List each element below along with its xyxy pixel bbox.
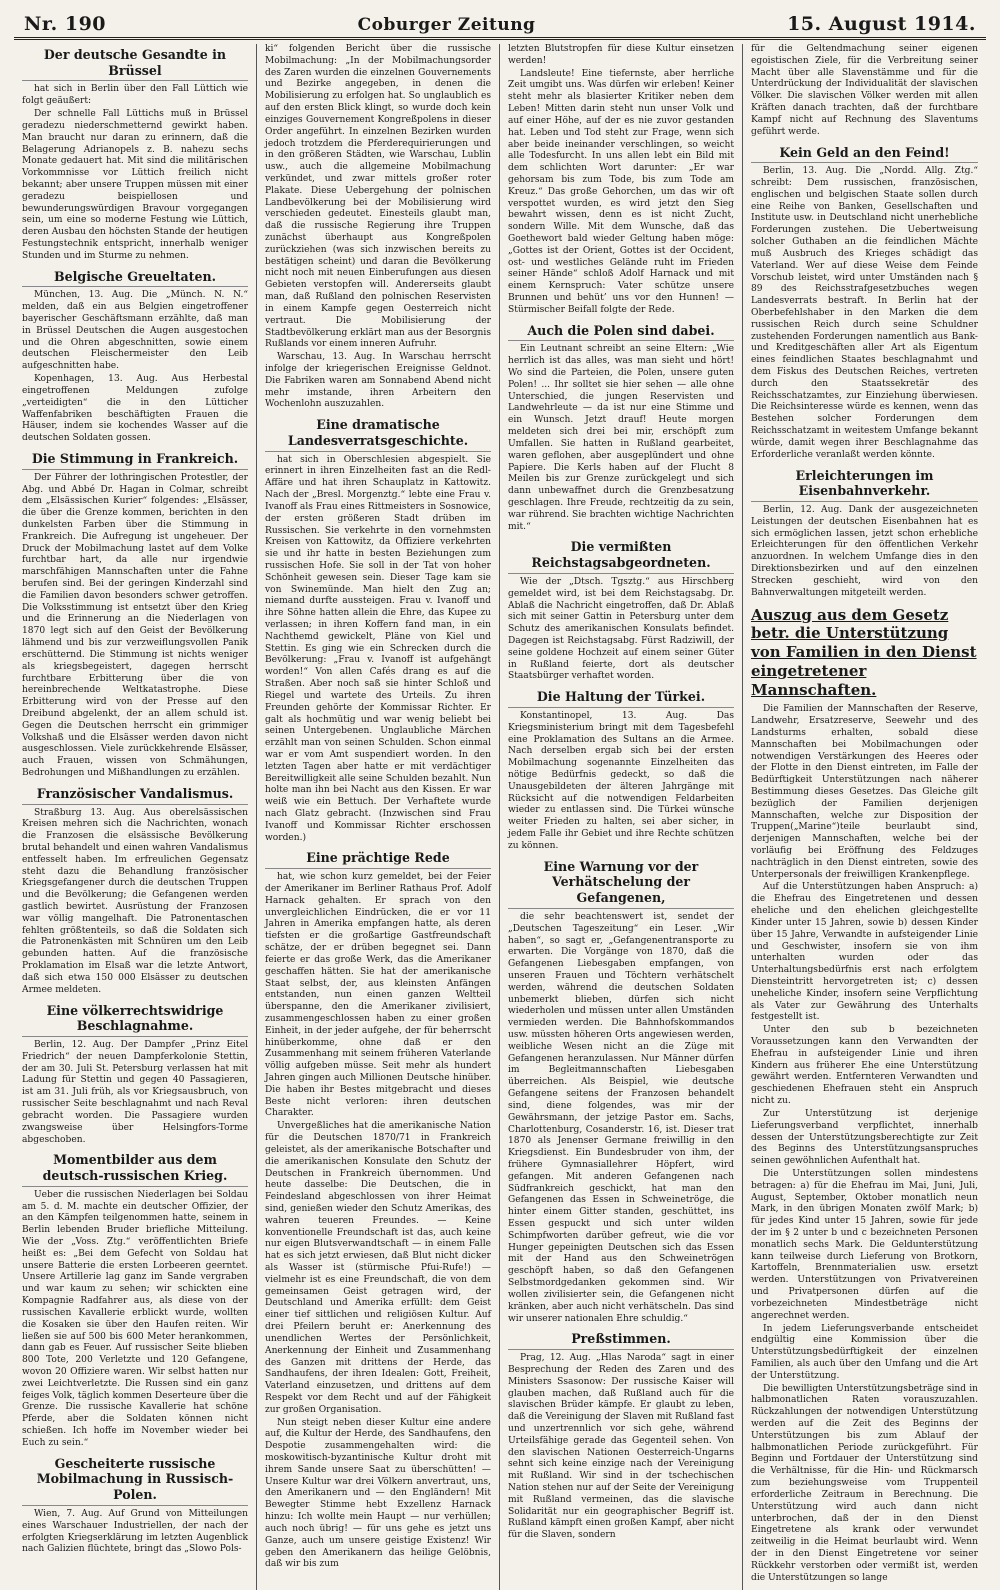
article-a3	[22, 451, 248, 780]
article-body	[508, 44, 734, 317]
paper-name: Coburger Zeitung	[357, 15, 536, 35]
article-body	[22, 84, 248, 262]
article-body	[751, 505, 978, 600]
issue-number: Nr. 190	[24, 13, 107, 35]
article-body	[508, 711, 734, 853]
article-paragraph: Berlin, 12. Aug. Dank der ausgezeichneten Leistungen der deutschen Eisenbahnen hat es sich ermöglichen lassen, jetzt schon erhebliche Erleichterungen für den öffentlichen Verkehr anzuordnen. In welchem Umfange dies in den Direktionsbezirken und auf den einzelnen Strecken geschieht, wird von den Bahnverwaltungen mitgeteilt werden.	[751, 505, 978, 598]
article-paragraph: Die bewilligten Unterstützungsbeträge sind in halbmonatlichen Raten vorauszuzahlen. Rückzahlungen der notwendigen Unterstützung werden auf die Zeit des Beginns der Unterstützungen bis zum Ablauf der halbmonatlichen Periode zurückgeführt. Für Beginn und Fortdauer der Unterstützung sind die Verhältnisse, für die Hin- und Rückmarsch zum beziehungsweise vom Truppenteil erforderliche Zeitraum in Berechnung. Die Unterstützung wird auch dann nicht unterbrochen, daß der in den Dienst Eingetretene als krank oder verwundet zeitweilig in die Heimat beurlaubt wird. Wenn der in den Dienst Eingetretene vor seiner Rückkehr verstorben oder vermißt ist, werden die Unterstützungen so lange	[751, 1383, 978, 1583]
article-a10	[508, 323, 734, 534]
article-paragraph: Berlin, 12. Aug. Der Dampfer „Prinz Eitel Friedrich“ der neuen Dampferkolonie Stettin, der am 30. Juli St. Petersburg verlassen hat mit Ladung für Stettin und gegen 40 Passagieren, ist am 31. Juli früh, als vor Kriegsausbruch, von russischer Seite beschlagnahmt und nach Reval gebracht worden. Die Passagiere wurden zwangsweise über Helsingfors-Torme abgeschoben.	[22, 1040, 248, 1145]
article-headline: Der deutsche Gesandte in Brüssel	[22, 47, 248, 81]
article-headline: Die Haltung der Türkei.	[508, 689, 734, 708]
column-3	[500, 44, 743, 1590]
article-headline: Die vermißten Reichstagsabgeordneten.	[508, 539, 734, 573]
article-a15	[751, 145, 978, 462]
article-paragraph: Unter den sub b bezeichneten Voraussetzungen kann den Verwandten der Ehefrau in aufsteigender Linie und ihren Kindern aus früherer Ehe eine Unterstützung gewährt werden. Entfernteren Verwandten und geschiedenen Ehefrauen steht ein Anspruch nicht zu.	[751, 1025, 978, 1107]
article-paragraph: hat sich in Oberschlesien abgespielt. Sie erinnert in ihren Einzelheiten fast an die Redl-Affäre und hat ihren Schauplatz in Kattowitz. Nach der „Bresl. Morgenztg.“ lebte eine Frau v. Ivanoff als Frau eines Rittmeisters in Sosnowice, der ersten größeren Stadt drüben im Russischen. Sie verkehrte in den vornehmsten Kreisen von Kattowitz, da Offiziere verkehrten sie und ihr hatte in besten Beziehungen zum russischen Hofe. Sie soll in der Tat von hoher Schönheit gewesen sein. Dieser Tage kam sie von Swinemünde. Man hielt den Zug an; niemand durfte aussteigen. Frau v. Ivanoff und ihre Söhne hatten allein die Ehre, das Kupee zu verlassen; in ihren Koffern fand man, in ein Nachthemd gewickelt, Pläne von Kiel und Stettin. Es ging wie ein Schrecken durch die Bevölkerung: „Frau v. Ivanoff ist aufgehängt worden!“ Von allen Cafés drang es auf die Straßen. Aber noch saß sie hinter Schloß und Riegel und wartete des Urteils. Zu ihren Freunden gehörte der Kommissar Richter. Er galt als hochmütig und war wenig beliebt bei seinen Untergebenen. Unglaubliche Märchen erzählt man von seinen Schulden. Schon einmal war er vom Amt suspendiert worden. In den letzten Tagen aber hatte er mit verdächtiger Bereitwilligkeit alle seine Schulden bezahlt. Nun holte man ihn bei Nacht aus den Kissen. Er war weiß wie ein Bettuch. Der Verhaftete wurde nach Glatz gebracht. (Inzwischen sind Frau Ivanoff und Kommissar Richter erschossen worden.)	[265, 454, 491, 843]
article-body	[22, 808, 248, 997]
article-paragraph: Konstantinopel, 13. Aug. Das Kriegsministerium bringt mit dem Tagesbefehl eine Proklamation des Sultans an die Armee. Nach derselben ergab sich bei der ersten Mobilmachung sogenannte Einzelheiten das nötige Bedürfnis gedeckt, so daß die Unausgebildeten der älteren Jahrgänge mit Rücksicht auf die notwendigen Feldarbeiten wieder zu entlassen sind. Die Türkei wünsche weiter Frieden zu halten, sei aber sicher, in jedem Falle ihr Gebiet und ihre Rechte schützen zu können.	[508, 710, 734, 851]
article-a1	[22, 47, 248, 263]
article-a16	[751, 468, 978, 600]
article-paragraph: Zur Unterstützung ist derjenige Lieferungsverband verpflichtet, innerhalb dessen der Unterstützungsberechtigte zur Zeit des Beginns des Unterstützungsanspruches seinen gewöhnlichen Aufenthalt hat.	[751, 1108, 978, 1167]
columns	[14, 44, 986, 1583]
article-body	[265, 44, 491, 411]
article-body	[508, 344, 734, 533]
column-1	[14, 44, 257, 1590]
article-paragraph: Die Familien der Mannschaften der Reserve, Landwehr, Ersatzreserve, Seewehr und des Landsturms erhalten, sobald diese Mannschaften bei Mobilmachungen oder notwendigen Verstärkungen des Heeres oder der Flotte in den Dienst eintreten, im Falle der Bedürftigkeit Unterstützungen nach näherer Bestimmung dieses Gesetzes. Das Gleiche gilt bezüglich der Familien derjenigen Mannschaften, welche zur Disposition der Truppen(„Marine“)teile beurlaubt sind, derjenigen Mannschaften, welche bei der vorläufig bei Eröffnung des Feldzuges nachträglich in den Dienst eintreten, sowie des Unterpersonals der freiwilligen Krankenpflege.	[751, 704, 978, 880]
article-paragraph: Warschau, 13. Aug. In Warschau herrscht infolge der kriegerischen Ereignisse Geldnot. Die Fabriken waren am Sonnabend Abend nicht mehr imstande, ihren Arbeitern den Wochenlohn auszuzahlen.	[265, 352, 491, 410]
article-paragraph: letzten Blutstropfen für diese Kultur einsetzen werden!	[508, 44, 734, 66]
masthead	[14, 6, 986, 40]
article-paragraph: In jedem Lieferungsverbande entscheidet endgültig eine Kommission über die Unterstützungsbedürftigkeit der einzelnen Familien, als auch über den Umfang und die Art der Unterstützung.	[751, 1323, 978, 1381]
article-paragraph: hat, wie schon kurz gemeldet, bei der Feier der Amerikaner im Berliner Rathaus Prof. Adolf Harnack gehalten. Er sprach von den unvergleichlichen Eindrücken, die er vor 11 Jahren in Amerika empfangen hatte, als deren tiefsten er die großartige Gastfreundschaft schätze, der er drüben begegnet sei. Dann feierte er das große Werk, das die Amerikaner geschaffen hätten. Sie hat der amerikanische Staat selbst, der, aus kleinsten Anfängen entstanden, nun einen ganzen Weltteil überspanne, den die Amerikaner zivilisiert, zusammengeschlossen haben zu einer großen Einheit, in der jeder aufgehe, der für beherrscht hinüberkomme, ohne daß er den Zusammenhang mit seinem früheren Vaterlande völlig aufgeben müsse. Seit mehr als hundert Jahren gingen auch Millionen Deutsche hinüber. Die haben ihr Bestes mitgebracht und dieses Beste nicht verloren: ihren deutschen Charakter.	[265, 872, 491, 1119]
article-a7b	[265, 44, 491, 411]
article-body	[22, 1190, 248, 1450]
article-body	[508, 1353, 734, 1542]
article-a5	[22, 1003, 248, 1147]
article-a14b	[751, 44, 978, 139]
article-paragraph: Der schnelle Fall Lüttichs muß in Brüssel geradezu niederschmetternd gewirkt haben. Man braucht nur daran zu erinnern, daß die Belagerung Adrianopels z. B. nahezu sechs Monate gedauert hat. Mit sind die militärischen Vorkommnisse vor Lüttich freilich nicht bekannt; aber unsere Truppen müssen mit einer geradezu beispiellosen und bewunderungswürdigen Bravour vorgegangen sein, um eine so moderne Festung wie Lüttich, deren Ausbau den höchsten Stande der heutigen Festungstechnik entspricht, innerhalb weniger Stunden und im Sturme zu nehmen.	[22, 109, 248, 261]
article-paragraph: Prag, 12. Aug. „Hlas Naroda“ sagt in einer Besprechung der Reden des Zaren und des Ministers Ssasonow: Der russische Kaiser will glauben machen, daß Rußland auch für die slavischen Brüder kämpfe. Er glaubt zu leben, daß die Vereinigung der Slaven mit Rußland fast und unzertrennlich vor sich gehe, während Urteilsfähige gerade das Gegenteil sehen. Von den slavischen Nationen Oesterreich-Ungarns sehnt sich keine einzige nach der Vereinigung mit Rußland. Wir sind in der tschechischen Nation stehen nur auf der Seite der Vereinigung mit Rußland vermeinen, das die slavische Solidarität nur ein geographischer Begriff ist. Rußland kämpft einen großen Kampf, aber nicht für die Slaven, sondern	[508, 1353, 734, 1541]
article-body	[508, 577, 734, 683]
article-body	[751, 166, 978, 461]
article-headline: Momentbilder aus dem deutsch-russischen Krieg.	[22, 1152, 248, 1186]
article-paragraph: Landsleute! Eine tiefernste, aber herrliche Zeit umgibt uns. Was dürfen wir erleben! Keiner steht mehr als blasierter Kritiker neben dem Leben! Mitten darin steht nun unser Volk und auf einer Höhe, auf der es nie zuvor gestanden hat. Leben und Tod steht zur Frage, wenn sich aber beide ineinander verschlingen, so weicht alle Todesfurcht. In uns allen lebt ein Bild mit dem schlichten Wort darunter: „Er war gehorsam bis zum Tode, bis zum Tode am Kreuz.“ Das große Gehorchen, um das wir oft verspottet wurden, es wird jetzt den Sieg bewahrt wissen, denn es ist nicht Zucht, sondern Wille. Mit dem Wunsche, daß das Goethewort bald wieder Geltung haben möge: „Gottes ist der Orient, Gottes ist der Occident, ost- und westliches Gelände ruht im Frieden seiner Hände“ schloß Adolf Harnack und mit einem Kernspruch: Vater schütze unsere Brunnen und behüt’ uns vor den Hunnen! — Stürmischer Beifall folgte der Rede.	[508, 68, 734, 315]
article-paragraph: Nun steigt neben dieser Kultur eine andere auf, die Kultur der Herde, des Sandhaufens, den Despotie zusammengehalten wird: die moskowitisch-byzantinische Kultur droht mit ihrem Sande unsere Saat zu überschütten! — Unsere Kultur war drei Völkern anvertraut, uns, den Amerikanern und — den Engländern! Mit Bewegter Stimme hebt Exzellenz Harnack hinzu: Ich wollte mein Haupt — nur verhüllen; auch noch übrig! — für uns gehe es jetzt uns Ganze, auch um unsere geistige Existenz! Wir geben den Amerikanern das heilige Gelöbnis, daß wir bis zum	[265, 1417, 491, 1570]
column-4	[743, 44, 986, 1590]
article-headline: Eine Warnung vor der Verhätschelung der Gefangenen,	[508, 859, 734, 909]
article-headline: Kein Geld an den Feind!	[751, 145, 978, 164]
article-paragraph: Straßburg 13. Aug. Aus oberelsässischen Kreisen mehren sich die Nachrichten, wonach die Franzosen die elsässische Bevölkerung brutal behandelt und einen wahren Vandalismus entfesselt haben. Im erfreulichen Gegensatz steht dazu die Behandlung französischer Kriegsgefangener durch die deutschen Truppen und die Bevölkerung; die Gefangenen werden gastlich bewirtet. Ausrüstung der Franzosen war völlig mangelhaft. Die Patronentaschen fehlten größtenteils, so daß die Soldaten sich die Patronenkästen mit Schnüren um den Leib gebunden hatten. Auf die französische Proklamation im Elsaß war die letzte Antwort, daß sich etwa 150 000 Elsässer zu deutschen Armee meldeten.	[22, 807, 248, 995]
article-a9	[265, 850, 491, 1571]
article-headline: Auch die Polen sind dabei.	[508, 323, 734, 342]
article-headline: Preßstimmen.	[508, 1331, 734, 1350]
article-body	[22, 1040, 248, 1146]
article-a11	[508, 539, 734, 683]
article-a8	[265, 417, 491, 844]
article-a4	[22, 786, 248, 997]
article-headline: Eine völkerrechtswidrige Beschlagnahme.	[22, 1003, 248, 1037]
article-body	[751, 704, 978, 1584]
article-headline: Die Stimmung in Frankreich.	[22, 451, 248, 470]
article-paragraph: Berlin, 13. Aug. Die „Nordd. Allg. Ztg.“ schreibt: Dem russischen, französischen, englischen und belgischen Staate sollen durch eine Reihe von Banken, Gesellschaften und Institute usw. in Deutschland nicht unerhebliche Forderungen zustehen. Die Uebertweisung solcher Guthaben an die feindlichen Mächte muß Ausbruch des Krieges schädigt das Vaterland. Wer auf diese Weise dem Feinde Vorschub leistet, wird unter Umständen nach § 89 des Reichsstrafgesetzbuches wegen Landesverrats bestraft. In Berlin hat der Oberbefehlshaber in den Marken die dem russischen Reich durch seine Schuldner zustehenden Forderungen namentlich aus Bank- und Kreditgeschäften aller Art als Eigentum eines feindlichen Staates beschlagnahmt und dem Fiskus des Deutschen Reiches, vertreten durch den Staatssekretär des Reichsschatzamtes, zur Einziehung überwiesen. Die Reichsinteresse würde es kennen, wenn das Bestehen solcher Forderungen dem Reichsschatzamt in weitestem Umfange bekannt würde, damit wegen ihrer Beschlagnahme das Erforderliche veranlaßt werden könnte.	[751, 166, 978, 460]
article-headline: Eine dramatische Landesverratsgeschichte.	[265, 417, 491, 451]
article-paragraph: Wie der „Dtsch. Tgsztg.“ aus Hirschberg gemeldet wird, ist bei dem Reichstagsabg. Dr. Ablaß die Nachricht eingetroffen, daß Dr. Ablaß sich mit seiner Gattin in Petersburg unter dem Schutz des amerikanischen Konsulats befindet. Dagegen ist Reichstagsabg. Fürst Radziwill, der seine goldene Hochzeit auf einem seiner Güter in Rußland feierte, dort als deutscher Staatsbürger verhaftet worden.	[508, 576, 734, 682]
article-body	[22, 1509, 248, 1556]
article-body	[265, 455, 491, 845]
article-paragraph: Ueber die russischen Niederlagen bei Soldau am 5. d. M. machte ein deutscher Offizier, der an den Kämpfen teilgenommen hatte, seinem in Berlin lebenden Bruder briefliche Mitteilung. Wie der „Voss. Ztg.“ veröffentlichten Briefe heißt es: „Bei dem Gefecht von Soldau hat unsere Batterie die ersten Lorbeeren geerntet. Unsere Artillerie lag ganz im Sande vergraben und war kaum zu sehen; wir schickten eine Kompagnie Radfahrer aus, als diese von der russischen Kavallerie erblickt wurde, wollten die Kosaken sie über den Haufen reiten. Wir ließen sie auf 500 bis 600 Meter herankommen, dann gab es Feuer. Auf russischer Seite blieben 800 Tote, 200 Verletzte und 120 Gefangene, wovon 20 Offiziere waren. Wir selbst hatten nur zwei Leichtverletzte. Die Russen sind ein ganz feiges Volk, täglich kommen Deserteure über die Grenze. Die russische Kavallerie hat schöne Pferde, aber die Soldaten können nicht schießen. Ich hoffe im November wieder bei Euch zu sein.“	[22, 1189, 248, 1448]
column-2	[257, 44, 500, 1590]
article-paragraph: Ein Leutnant schreibt an seine Eltern: „Wie herrlich ist das alles, was man sieht und hört! Wo sind die Parteien, die Polen, unsere guten Polen! ... Ihr solltet sie hier sehen — alle ohne Unterschied, die jungen Reservisten und Landwehrleute — da ist nur eine Stimme und ein Wunsch. Jetzt drauf! Heute morgen meldeten sich drei bei mir, erschöpft zum Umfallen. Sie hatten in Rußland gearbeitet, waren geflohen, aber ausgeplündert und ohne Papiere. Die Kerls haben auf der Flucht 8 Meilen bis zur Grenze zurückgelegt und sich dann unbewaffnet durch die Grenzbesatzung geschlagen. Ihre Freude, rechtzeitig da zu sein, war rührend. Sie brachten wichtige Nachrichten mit.“	[508, 344, 734, 532]
issue-date: 15. August 1914.	[787, 13, 976, 35]
article-body	[751, 44, 978, 139]
article-a13	[508, 859, 734, 1326]
article-paragraph: die sehr beachtenswert ist, sendet der „Deutschen Tageszeitung“ ein Leser. „Wir haben“, so sagt er, „Gefangenentransporte zu erwarten. Die Vorgänge von 1870, daß die Gefangenen Liebesgaben empfangen, von unseren Frauen und Töchtern verhätschelt werden, während die deutschen Soldaten unbemerkt blieben, dürfen sich nicht wiederholen und müssen unter allen Umständen vermieden werden. Die Bahnhofskommandos usw. müssten höheren Orts angewiesen werden, weibliche Wesen nicht an die Züge mit Gefangenen heranzulassen. Nur Männer dürfen im Begleitmannschaften Liebesgaben überreichen. Als Beispiel, wie deutsche Gefangene seitens der Franzosen behandelt sind, diene folgendes, was mir der Gewährsmann, der jetzige Pastor em. Sachs, Charlottenburg, Cosanderstr. 16, ist. Dieser trat 1870 als Jenenser Germane freiwillig in den Kriegsdienst. Ein Bundesbruder von ihm, der frühere Gymnasiallehrer Höpfert, wird gefangen. Mit anderen Gefangenen nach Südfrankreich geschickt, hat man den Gefangenen das Essen in Schweinetröge, die hinter einem Gitter standen, geschüttet, ins Essen gespuckt und sich unter wilden Schimpfworten darüber gefreut, wie die vor Hunger gepeinigten Deutschen sich das Essen mit der Hand aus den Schweinetrögen geschöpft haben, so daß den Gefangenen Selbstmordgedanken gekommen sind. Wir wollen zivilisierter sein, die Gefangenen nicht kränken, aber auch nicht verhätscheln. Das sind wir unserer nationalen Ehre schuldig.“	[508, 911, 734, 1324]
article-paragraph: Der Führer der lothringischen Protestler, der Abg. und Abbé Dr. Hagan in Colmar, schreibt dem „Elsässischen Kurier“ folgendes: „Elsässer, die über die Grenze kommen, berichten in den dunkelsten Farben über die Stimmung in Frankreich. Die Aufregung ist ungeheuer. Der Druck der Mobilmachung lastet auf dem Volke furchtbar hart, da alle nur irgendwie marschfähigen Mannschaften unter die Fahne berufen sind. Bei der geringen Kinderzahl sind die Familien davon besonders schwer getroffen. Die Volksstimmung ist entsetzt über den Krieg und die Erinnerung an die Niederlagen von 1870 legt sich auf den Geist der Bevölkerung lähmend und bis zur verzweiflungsvollen Panik erschütternd. Die Stimmung ist nichts weniger als kriegsbegeistert, dagegen herrscht furchtbare Erbitterung über die von hereinbrechende Weltkatastrophe. Diese Erbitterung wird von der Presse auf den Dreibund abgelenkt, der an allem schuld ist. Gegen die Deutschen herrscht ein grimmiger Volkshaß und die Elsässer werden davon nicht ausgeschlossen. Viele zurückkehrende Elsässer, auch Frauen, wissen von Schmähungen, Bedrohungen und Mißhandlungen zu erzählen.	[22, 472, 248, 778]
article-paragraph: für die Geltendmachung seiner eigenen egoistischen Ziele, für die Verbreitung seiner Macht über alle Slavenstämme und für die Unterdrückung der Individualität der slavischen Völker. Die slavischen Völker werden mit allen Kräften danach trachten, daß der furchtbare Kampf nicht auf Rechnung des Slaventums geführt werde.	[751, 44, 978, 137]
article-headline: Französischer Vandalismus.	[22, 786, 248, 805]
article-a9b	[508, 44, 734, 317]
article-body	[22, 290, 248, 445]
article-body	[265, 872, 491, 1571]
article-headline: Belgische Greueltaten.	[22, 269, 248, 288]
article-a17	[751, 606, 978, 1585]
article-paragraph: Kopenhagen, 13. Aug. Aus Herbestal eingetroffenen Meldungen zufolge „verteidigten“ die in den Lütticher Waffenfabriken beschäftigten Frauen die Häuser, indem sie kochendes Wasser auf die deutschen Soldaten gossen.	[22, 374, 248, 444]
article-headline: Eine prächtige Rede	[265, 850, 491, 869]
article-paragraph: Die Unterstützungen sollen mindestens betragen: a) für die Ehefrau im Mai, Juni, Juli, August, September, Oktober monatlich neun Mark, in den übrigen Monaten zwölf Mark; b) für jedes Kind unter 15 Jahren, sowie für jede der im § 2 unter b und c bezeichneten Personen monatlich sechs Mark. Die Geldunterstützung kann teilweise durch Lieferung von Brotkorn, Kartoffeln, Brennmaterialien usw. ersetzt werden. Unterstützungen von Privatvereinen und Privatpersonen dürfen auf die vorbezeichneten Mindestbeträge nicht angerechnet werden.	[751, 1168, 978, 1321]
article-headline: Gescheiterte russische Mobilmachung in Russisch-Polen.	[22, 1456, 248, 1506]
article-body	[22, 473, 248, 780]
article-body	[508, 912, 734, 1325]
article-paragraph: Wien, 7. Aug. Auf Grund von Mitteilungen eines Warschauer Industriellen, der nach der erfolgten Kriegserklärung im letzten Augenblick nach Galizien flüchtete, bringt das „Slowo Pols-	[22, 1508, 248, 1555]
article-headline: Auszug aus dem Gesetz betr. die Unterstützung von Familien in den Dienst eingetretener Mannschaften.	[751, 605, 977, 699]
article-paragraph: ki“ folgenden Bericht über die russische Mobilmachung: „In der Mobilmachungsorder des Zaren wurden die einzelnen Gouvernements und Bezirke angegeben, in denen die Mobilisierung zu erfolgen hat. So unglaublich es auf den ersten Blick klingt, so wurde doch kein einziges Gouvernement Kongreßpolens in dieser Order angeführt. In einzelnen Bezirken wurden jedoch trotzdem die Pferderequirierungen und in den größeren Städten, wie Warschau, Lublin usw., auch die allgemeine Mobilmachung verkündet, und zwar mittels großer roter Plakate. Diese Uebergehung der polnischen Landbevölkerung bei der Mobilisierung wird verschieden gedeutet. Einesteils glaubt man, daß die russische Regierung ihre Truppen zunächst überhaupt aus Kongreßpolen zurückziehen (was sich inzwischen bereits zu bestätigen scheint) und daran die Bevölkerung nicht noch mit neuen Einberufungen aus diesen Gebieten verstopfen will. Andererseits glaubt man, daß Rußland den polnischen Reservisten in einem Kampfe gegen Oesterreich nicht vertraut. Die Mobilisierung der Stadtbevölkerung erklärt man aus der Besorgnis Rußlands vor einem inneren Aufruhr.	[265, 44, 491, 350]
article-paragraph: Unvergeßliches hat die amerikanische Nation für die Deutschen 1870/71 in Frankreich geleistet, als der amerikanische Botschafter und die amerikanischen Konsulate den Schutz der Deutschen in Frankreich übernommen. Und heute dasselbe: Die Deutschen, die in Feindesland abgeschlossen von ihrer Heimat sind, genießen wieder den Schutz Amerikas, des wahren teueren Freundes. — Keine konventionelle Freundschaft ist das, auch keine nur eigen Blutsverwandtschaft — in einem Falle hat es sich jetzt erwiesen, daß Blut nicht dicker als Wasser ist (stürmische Pfui-Rufe!) — vielmehr ist es eine Freundschaft, die von dem gemeinsamen Geist getragen wird, der Deutschland und Amerika erfüllt: dem Geist einer tief sittlichen und religiösen Kultur. Auf drei Pfeilern beruht er: Anerkennung des unendlichen Wertes der Persönlichkeit, Anerkennung der Einheit und Zusammenhang des Ganzen mit drittens der Herde, das Sandhaufens, der ihren Idealen: Gott, Freiheit, Vaterland einzusetzen, und drittens auf dem Respekt vor dem Recht und auf der Fähigkeit zur großen Organisation.	[265, 1121, 491, 1415]
article-a2	[22, 269, 248, 445]
article-paragraph: München, 13. Aug. Die „Münch. N. N.“ melden, daß ein aus Belgien eingetroffener bayerischer Geschäftsmann erzählte, daß man in Brüssel Deutschen die Augen ausgestochen und die Ohren abgeschnitten, sowie einem deutschen Fleischermeister den Leib aufgeschnitten habe.	[22, 290, 248, 372]
article-a12	[508, 689, 734, 852]
article-headline: Erleichterungen im Eisenbahnverkehr.	[751, 468, 978, 502]
article-a6	[22, 1152, 248, 1449]
article-a7	[22, 1456, 248, 1556]
article-paragraph: Auf die Unterstützungen haben Anspruch: a) die Ehefrau des Eingetretenen und dessen eheliche und den ehelichen gleichgestellte Kinder unter 15 Jahren, sowie b) dessen Kinder über 15 Jahre, Verwandte in aufsteigender Linie und Geschwister, insofern sie von ihm unterhalten wurden oder das Unterhaltungsbedürfnis erst nach erfolgtem Diensteintritt hervorgetreten ist; c) dessen uneheliche Kinder, insofern seine Verpflichtung als Vater zur Gewährung des Unterhalts festgestellt ist.	[751, 882, 978, 1023]
article-a14	[508, 1331, 734, 1542]
article-paragraph: hat sich in Berlin über den Fall Lüttich wie folgt geäußert:	[22, 84, 248, 107]
